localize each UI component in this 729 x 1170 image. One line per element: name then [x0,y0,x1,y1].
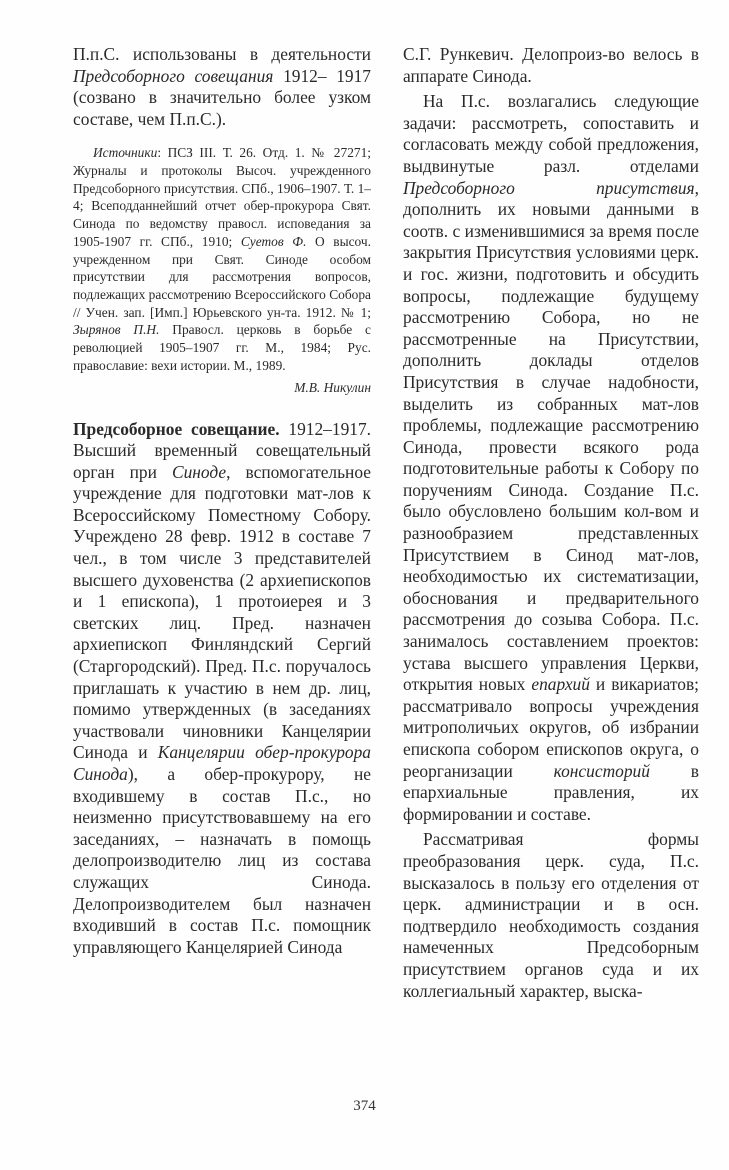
article-signature: М.В. Никулин [294,379,371,395]
intro-paragraph [73,44,371,130]
paragraph: Рассматривая формы преобразования церк. суда, П.с. высказалось в пользу его отделения от церк. администрации и в осн. подтвердило необходимость создания намеченных Предсоборным присутствием органов суда и их коллегиальный характер, выска- [403,829,699,1001]
entry-headword: Предсоборное совещание. [73,418,280,439]
sources-block [73,144,371,374]
page-number: 374 [353,1098,376,1114]
italic-term: Канцелярии обер-прокурора Синода [73,742,371,785]
text-run: и викариатов; рассматривало вопросы учреждения митрополичьих округов, об избрании епископа собором епископов округа, о реорганизации [403,674,699,781]
encyclopedia-entry [73,419,371,959]
right-column [403,44,699,1002]
text-run: , дополнить их новыми данными в соотв. с изменившимися за время после закрытия Присутствия условиями церк. и гос. жизни, подготовить и обсудить вопросы, подлежащие будущему рассмотрению Собора, но не рассмотренные на Присутствии, дополнить доклады отделов Присутствия в случае надобности, выделить из собранных мат-лов проблемы, подлежащие рассмотрению Синода, провести всякого рода подготовительные работы к Собору по поручениям Синода. Создание П.с. было обусловлено большим кол-вом и разнообразием представленных Присутствием в Синод мат-лов, необходимостью их систематизации, обоснования и предварительного рассмотрения до созыва Собора. П.с. занималось составлением проектов: устава высшего управления Церкви, открытия новых [403,177,699,695]
text-run: ), а обер-прокурору, не входившему в состав П.с., но неизменно присутствовавшему на его заседаниях, – назначать в помощь делопроизводителю лиц из состава служащих Синода. Делопроизводителем был назначен входивший в состав П.с. помощник управляющего Канцелярией Синода [73,764,371,957]
paragraph: С.Г. Рункевич. Делопроиз-во велось в аппарате Синода. [403,44,699,86]
italic-term: епархий [531,674,590,695]
text-run: 1912–1917. Высший временный совещательный орган при [73,418,372,482]
italic-term: Предсоборного совещания [73,65,274,86]
sources-label: Источники [93,145,158,161]
italic-author: Зырянов П.Н. [73,322,160,338]
italic-term: Предсоборного присутствия [403,177,695,198]
text-run: На П.с. возлагались следующие задачи: рассмотреть, сопоставить и согласовать между собой предложения, выдвинутые разл. отделами [403,91,699,176]
paragraph [403,91,699,825]
left-column [73,44,371,958]
text-run: Правосл. церковь в борьбе с революцией 1905–1907 гг. М., 1984; Рус. православие: вехи истории. М., 1989. [73,322,371,373]
text-run: 1912– 1917 (созвано в значительно более узком составе, чем П.п.С.). [73,65,371,129]
italic-term: Синоде [171,461,227,482]
text-run: , вспомогательное учреждение для подготовки мат-лов к Всероссийскому Поместному Собору. Учреждено 28 февр. 1912 в составе 7 чел., в том числе 3 представителей высшего духовенства (2 архиепископов и 1 епископа), 1 протоиерея и 3 светских лиц. Пред. назначен архиепископ Финляндский Сергий (Старгородский). Пред. П.с. поручалось приглашать к участию в нем др. лиц, помимо утвержденных (в заседаниях участвовали чиновники Канцелярии Синода и [73,461,371,763]
text-run: О высоч. учрежденном при Свят. Синоде особом присутствии для рассмотрения вопросов, подлежащих рассмотрению Всероссийского Собора // Учен. зап. [Имп.] Юрьевского ун-та. 1912. № 1; [73,233,371,320]
text-run: : ПСЗ III. Т. 26. Отд. 1. № 27271; Журналы и протоколы Высоч. учрежденного Предсоборного присутствия. СПб., 1906–1907. Т. 1–4; Всеподданнейший отчет обер-прокурора Свят. Синода по ведомству правосл. исповедания за 1905-1907 гг. СПб., 1910; [73,145,371,249]
italic-term: консисторий [553,760,650,781]
text-run: П.п.С. использованы в деятельности [73,44,371,64]
italic-author: Суетов Ф. [240,233,307,249]
text-run: в епархиальные правления, их формировании и составе. [403,760,699,824]
